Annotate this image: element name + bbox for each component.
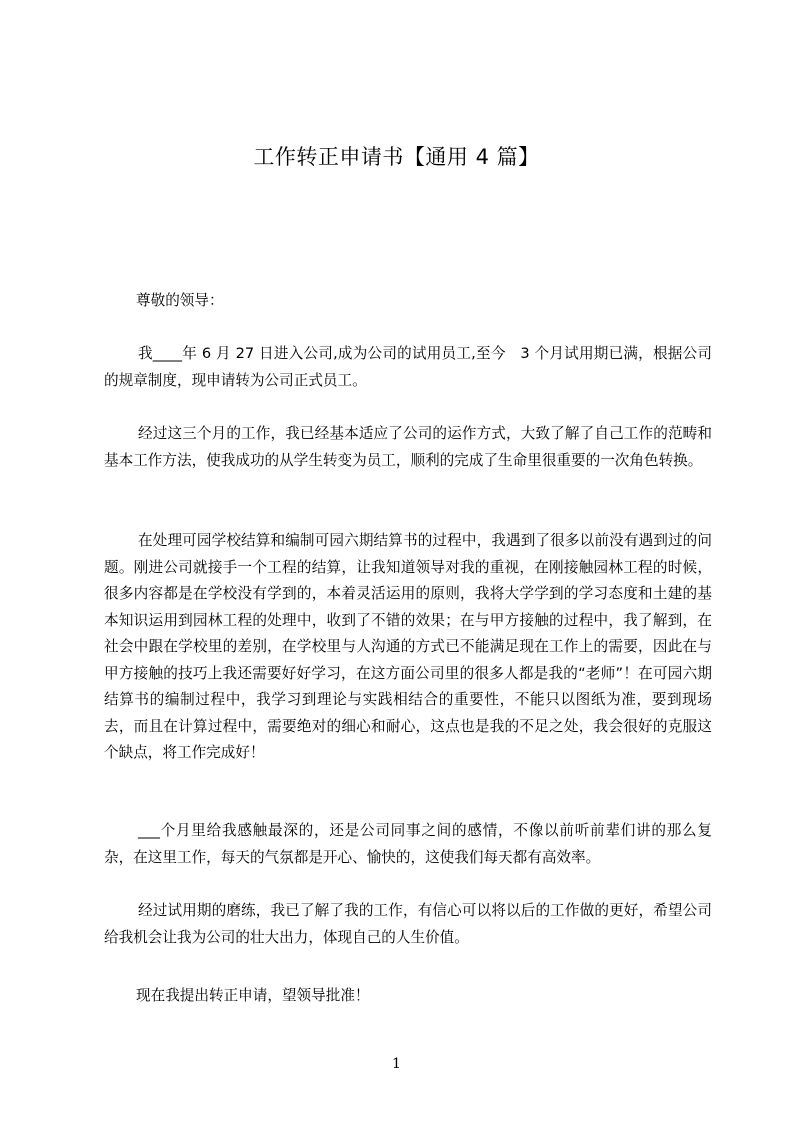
page-number: 1 [392,1056,401,1072]
salutation: 尊敬的领导： [136,292,224,309]
paragraph-2: 经过这三个月的工作，我已经基本适应了公司的运作方式，大致了解了自己工作的范畴和基本工作方法，使我成功的从学生转变为员工，顺利的完成了生命里很重要的一次角色转换。 [104,425,712,469]
paragraph-5: 经过试用期的磨练，我已了解了我的工作，有信心可以将以后的工作做的更好，希望公司给我机会让我为公司的壮大出力，体现自己的人生价值。 [104,902,712,946]
document-title: 工作转正申请书【通用 4 篇】 [253,145,540,169]
closing-line: 现在我提出转正申请，望领导批准！ [136,987,370,1004]
paragraph-3: 在处理可园学校结算和编制可园六期结算书的过程中，我遇到了很多以前没有遇到过的问题。刚进公司就接手一个工程的结算，让我知道领导对我的重视，在刚接触园林工程的时候，很多内容都是在学校没有学到的，本着灵活运用的原则，我将大学学到的学习态度和土建的基本知识运用到园林工程的处理中，收到了不错的效果；在与甲方接触的过程中，我了解到，在社会中跟在学校里的差别，在学校里与人沟通的方式已不能满足现在工作上的需要，因此在与甲方接触的技巧上我还需要好好学习，在这方面公司里的很多人都是我的“老师”！在可园六期结算书的编制过程中，我学习到理论与实践相结合的重要性，不能只以图纸为准，要到现场去，而且在计算过程中，需要绝对的细心和耐心，这点也是我的不足之处，我会很好的克服这个缺点，将工作完成好！ [104,532,712,761]
paragraph-1: 我____年 6 月 27 日进入公司,成为公司的试用员工,至今 3 个月试用期已满，根据公司的规章制度，现申请转为公司正式员工。 [104,345,712,389]
paragraph-4: ___个月里给我感触最深的，还是公司同事之间的感情，不像以前听前辈们讲的那么复杂，在这里工作，每天的气氛都是开心、愉快的，这使我们每天都有高效率。 [104,822,712,866]
